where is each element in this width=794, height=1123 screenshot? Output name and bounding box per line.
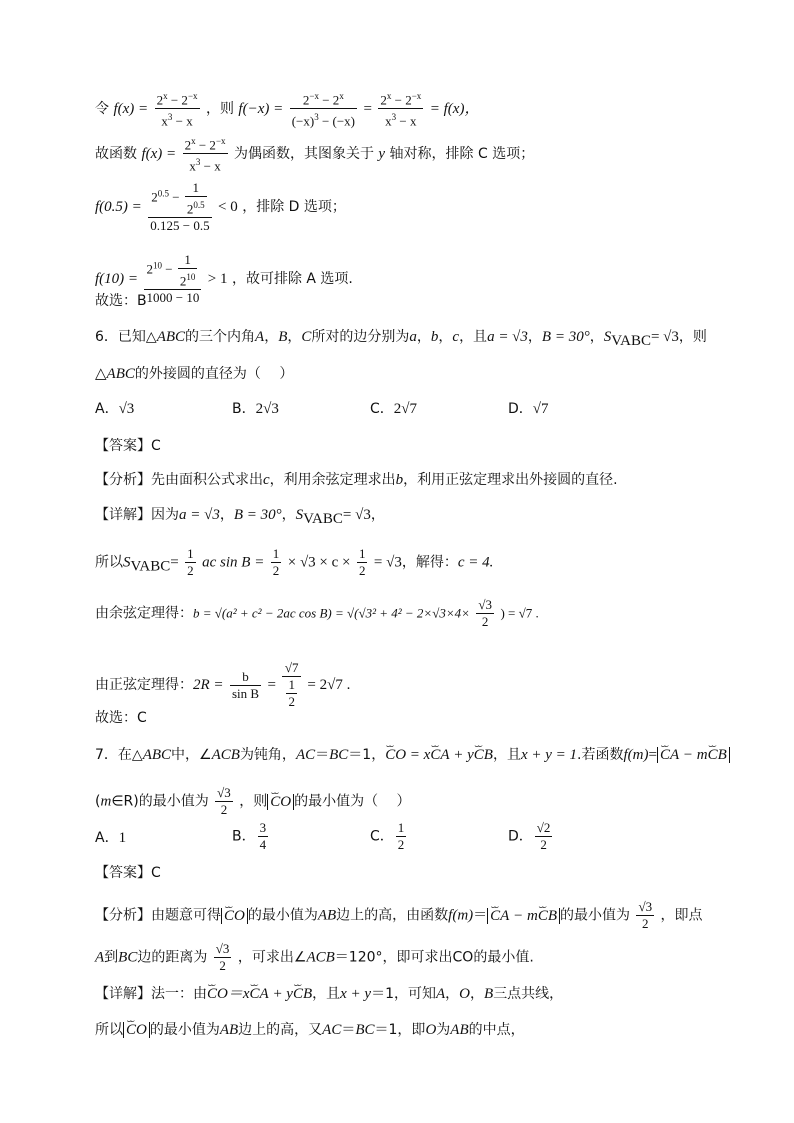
option-7b: B． $\frac{3}{4}$	[232, 820, 267, 852]
text: 为偶函数，其图象关于	[233, 145, 374, 162]
detail-6-line-3: 由余弦定理得：b = √(a² + c² − 2ac cos B) = √(√3² + 4² − 2×√3×4× $\frac{√3}{2}$ ) = √7 .	[95, 597, 539, 629]
detail-7-line-2: 所以⌣⌣ CO 的最小值为AB边上的高，又AC＝BC＝1，即O为AB的中点，	[95, 1020, 525, 1040]
fraction: $2^{0.5}$ − $\frac{1}{2^{0.5}}$ 0.125 − 0.5	[150, 180, 210, 234]
solution-line-3	[95, 180, 346, 234]
option-7c: C． $\frac{1}{2}$	[370, 820, 405, 852]
option-a: A．√3	[95, 401, 135, 417]
solution-line-1	[95, 88, 479, 130]
fraction: $\frac{2^{-x} - 2^x}{(-x)^3 - (-x)}$	[290, 88, 357, 130]
answer-6: 【答案】C	[95, 438, 161, 454]
question-6: 6．已知△ABC的三个内角A，B，C所对的边分别为a，b，c，且a = √3，B = 30°，$S_{VABC}= √3$，则	[95, 329, 707, 349]
math: = f(x)，	[429, 100, 480, 117]
detail-6-line-4: 由正弦定理得：2R = $\frac{b}{\text{sin B}}$ = $\frac{√7}{\frac{1}{2}}$ = 2√7 .	[95, 660, 351, 709]
text: 令	[95, 100, 109, 117]
option-7d: D． $\frac{√2}{2}$	[508, 820, 551, 852]
math: < 0	[218, 199, 238, 216]
math: f(x) =	[141, 145, 177, 162]
choice-b: 故选：B	[95, 293, 147, 309]
detail-6-line-2: 所以$S_{VABC}=$ $\frac{1}{2}$ ac sin B = $\frac{1}{2}$ × √3 × c × $\frac{1}{2}$ = √3，解得：c = 4.	[95, 546, 494, 578]
fraction: $\frac{2^x - 2^{-x}}{x^3 - x}$	[155, 88, 200, 130]
option-c: C．2√7	[370, 401, 418, 417]
analysis-6: 【分析】先由面积公式求出c，利用余弦定理求出b，利用正弦定理求出外接圆的直径.	[95, 472, 618, 488]
math: =	[363, 100, 372, 117]
answer-7: 【答案】C	[95, 865, 161, 881]
detail-7-line-1: 【详解】法一：由⌣⌣ CO＝x⌣⌣ CA + y⌣⌣ CB，且x + y＝1，可知A，O，B三点共线，	[95, 984, 563, 1004]
detail-6-line-1: 【详解】因为a = √3，B = 30°，$S_{VABC}= √3$，	[95, 507, 385, 527]
analysis-7-line-1: 【分析】由题意可得⌣⌣ CO 的最小值为AB边上的高，由函数f(m)＝⌣⌣ CA − m⌣⌣ CB 的最小值为 $\frac{√3}{2}$ ，即点	[95, 899, 703, 932]
math: > 1	[207, 271, 228, 288]
text: ，则	[205, 100, 234, 117]
fraction: $\frac{2^x - 2^{-x}}{x^3 - x}$	[378, 88, 423, 130]
option-d: D．√7	[508, 401, 549, 417]
text: 轴对称，排除 C 选项；	[389, 145, 535, 162]
math: f(−x) =	[238, 100, 284, 117]
fraction: $\frac{2^x - 2^{-x}}{x^3 - x}$	[183, 133, 228, 175]
analysis-7-line-2: A到BC边的距离为 $\frac{√3}{2}$ ，可求出∠ACB＝120°，即可求出CO的最小值.	[95, 941, 534, 973]
option-7a: A．1	[95, 830, 127, 846]
math: f(x) =	[113, 100, 149, 117]
option-b: B．2√3	[232, 401, 279, 417]
math: f(10) =	[95, 271, 139, 288]
text: 故函数	[95, 145, 137, 162]
question-7-line-2: (m∈R)的最小值为 $\frac{√3}{2}$ ，则⌣⌣ CO 的最小值为（ ）	[95, 785, 411, 818]
math: y	[378, 145, 386, 162]
question-7: 7．在△ABC中，∠ACB为钝角，AC＝BC＝1，⌣⌣ CO = x⌣⌣ CA + y⌣⌣ CB，且x + y = 1.若函数f(m)=⌣⌣ CA − m⌣⌣ CB	[95, 745, 730, 765]
math: f(0.5) =	[95, 199, 142, 216]
text: ，故可排除 A 选项.	[231, 271, 353, 288]
text: ，排除 D 选项；	[242, 199, 346, 216]
solution-line-2	[95, 133, 534, 175]
question-6-line-2: △ABC的外接圆的直径为（ ）	[95, 366, 294, 382]
choice-c: 故选：C	[95, 710, 147, 726]
fraction: $2^{10}$ − $\frac{1}{2^{10}}$ 1000 − 10	[146, 252, 200, 306]
